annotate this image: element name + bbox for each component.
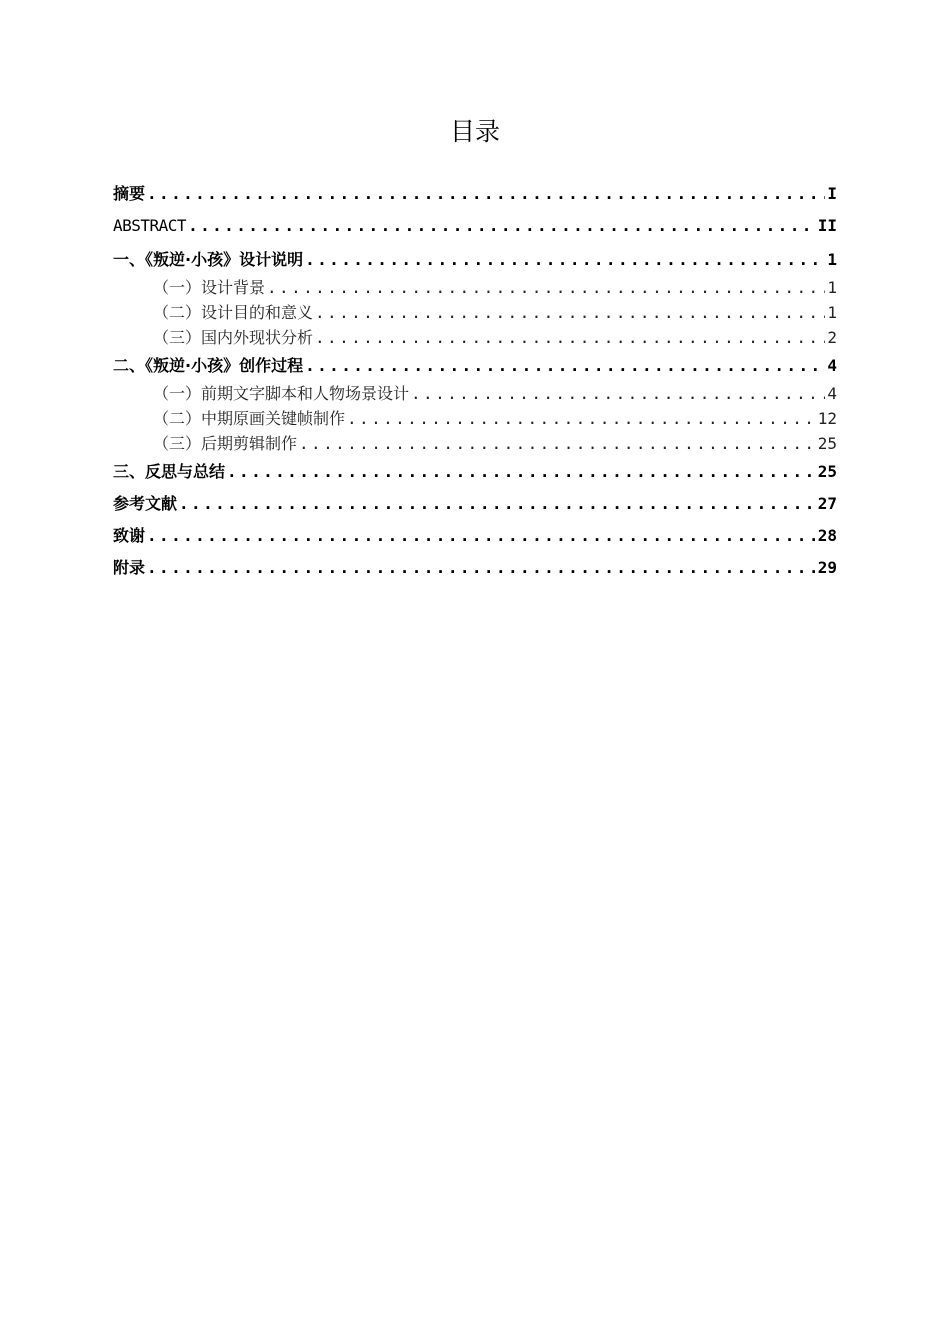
toc-item-page: 25 — [817, 462, 837, 481]
toc-leader — [147, 554, 816, 582]
toc-leader — [267, 275, 825, 301]
toc-item-2-1[interactable] — [113, 381, 837, 407]
toc-item-chapter-2[interactable] — [113, 352, 837, 380]
toc-leader — [347, 406, 816, 432]
toc-leader — [147, 180, 825, 208]
toc-item-label: （三）国内外现状分析 — [153, 328, 314, 347]
toc-leader — [299, 431, 816, 457]
toc-leader — [227, 458, 816, 486]
toc-leader — [305, 246, 825, 274]
toc-item-1-1[interactable] — [113, 275, 837, 301]
toc-item-label: ABSTRACT — [113, 216, 187, 235]
toc-item-2-3[interactable] — [113, 431, 837, 457]
toc-leader — [147, 522, 816, 550]
toc-leader — [179, 490, 816, 518]
toc-item-abstract-cn[interactable] — [113, 180, 837, 208]
toc-item-2-2[interactable] — [113, 406, 837, 432]
toc-item-label: （二）中期原画关键帧制作 — [153, 409, 346, 428]
toc-item-references[interactable] — [113, 490, 837, 518]
toc-item-label: （一）前期文字脚本和人物场景设计 — [153, 384, 410, 403]
toc-item-label: （二）设计目的和意义 — [153, 303, 314, 322]
toc-item-label: 二、《叛逆·小孩》创作过程 — [113, 356, 304, 375]
toc-item-page: 29 — [817, 558, 837, 577]
toc-item-chapter-3[interactable] — [113, 458, 837, 486]
toc-item-appendix[interactable] — [113, 554, 837, 582]
toc-item-label: 三、反思与总结 — [113, 462, 226, 481]
toc-leader — [305, 352, 825, 380]
toc-item-page: 4 — [827, 356, 837, 375]
toc-item-label: 一、《叛逆·小孩》设计说明 — [113, 250, 304, 269]
toc-leader — [315, 300, 825, 326]
toc-item-page: 1 — [827, 250, 837, 269]
toc-item-1-2[interactable] — [113, 300, 837, 326]
toc-item-page: II — [817, 216, 837, 235]
toc-item-label: 附录 — [113, 558, 146, 577]
toc-item-page: 25 — [817, 434, 837, 453]
toc-item-page: 1 — [827, 303, 837, 322]
toc-item-page: 1 — [827, 278, 837, 297]
toc-item-acknowledgements[interactable] — [113, 522, 837, 550]
toc-leader — [315, 325, 825, 351]
toc-item-page: 28 — [817, 526, 837, 545]
page-title: 目录 — [449, 117, 500, 146]
toc-item-abstract-en[interactable] — [113, 212, 837, 240]
toc-leader — [188, 212, 816, 240]
toc-item-label: （一）设计背景 — [153, 278, 266, 297]
toc-item-page: 4 — [827, 384, 837, 403]
toc-item-page: 27 — [817, 494, 837, 513]
toc-item-page: 12 — [817, 409, 837, 428]
toc-item-1-3[interactable] — [113, 325, 837, 351]
toc-item-label: 参考文献 — [113, 494, 178, 513]
toc-item-label: 致谢 — [113, 526, 146, 545]
toc-leader — [411, 381, 825, 407]
toc-item-page: 2 — [827, 328, 837, 347]
toc-item-label: 摘要 — [113, 184, 146, 203]
toc-item-label: （三）后期剪辑制作 — [153, 434, 298, 453]
toc-item-chapter-1[interactable] — [113, 246, 837, 274]
toc-item-page: I — [827, 184, 837, 203]
